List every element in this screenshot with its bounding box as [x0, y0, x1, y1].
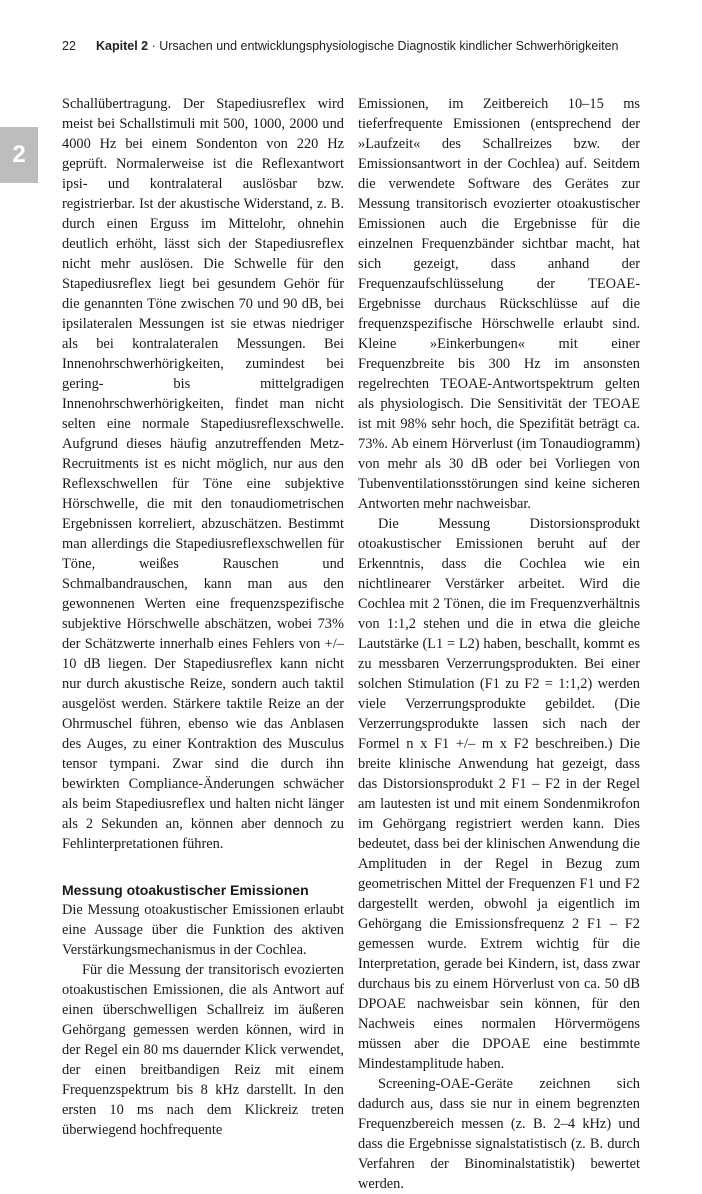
paragraph: Schallübertragung. Der Stapediusreflex wird meist bei Schallstimuli mit 500, 1000, 2000 und 4000 Hz bei einem Sondenton von 220 Hz geprüft. Normalerweise ist die Reflexantwort ipsi- und kontralateral auslösbar bzw. registrierbar. Ist der akustische Widerstand, z. B. durch einen Erguss im Mittelohr, ohnehin deutlich erhöht, lässt sich der Stapediusreflex nicht mehr auslösen. Die Schwelle für den Stapediusreflex liegt bei gesundem Gehör für die genannten Töne zwischen 70 und 90 dB, bei ipsilateralen Messungen ist sie etwas niedriger als bei kontralateralen Messungen. Bei Innenohrschwerhörigkeiten, zumindest bei gering- bis mittelgradigen Innenohrschwerhörigkeiten, findet man nicht selten eine normale Stapediusreflexschwelle. Aufgrund dieses häufig anzutreffenden Metz-Recruitments ist es nicht möglich, nur aus den Reflexschwellen für Töne eine subjektive Hörschwelle, die mit den tonaudiometrischen Ergebnissen korreliert, abzuschätzen. Bestimmt man allerdings die Stapediusreflexschwellen für Töne, weißes Rauschen und Schmalbandrauschen, kann man aus den gewonnenen Werten eine frequenzspezifische subjektive Hörschwelle abschätzen, wobei 73% der Schätzwerte innerhalb eines Fehlers von +/– 10 dB liegen. Der Stapediusreflex kann nicht nur durch akustische Reize, sondern auch taktil ausgelöst werden. Stärkere taktile Reize an der Ohrmuschel führen, ebenso wie das Anblasen des Auges, zu einer Kontraktion des Musculus tensor tympani. Zwar sind die durch ihn bewirkten Compliance-Änderungen schwächer als beim Stapediusreflex und halten nicht länger als 2 Sekunden an, können aber dennoch zu Fehlinterpretationen führen. — [62, 96, 344, 852]
section-heading: Messung otoakustischer Emissionen — [62, 882, 309, 898]
right-column — [358, 94, 640, 1194]
chapter-tab: 2 — [0, 127, 38, 183]
paragraph: Die Messung Distorsionsprodukt otoakustischer Emissionen beruht auf der Erkenntnis, dass die Cochlea wie ein nichtlinearer Verstärker arbeitet. Wird die Cochlea mit 2 Tönen, die im Frequenzverhältnis von 1:1,2 stehen und die in etwa die gleiche Lautstärke (L1 = L2) haben, beschallt, kommt es zu messbaren Verzerrungsprodukten. Bei einer solchen Stimulation (F1 zu F2 = 1:1,2) werden viele Verzerrungsprodukte gebildet. (Die Verzerrungsprodukte lassen sich nach der Formel n x F1 +/– m x F2 beschreiben.) Die breite klinische Anwendung hat gezeigt, dass das Distorsionsprodukt 2 F1 – F2 in der Regel am lautesten ist und mit einem Sondenmikrofon im Gehörgang registriert werden kann. Dies bedeutet, dass bei der klinischen Anwendung die Amplituden in der Regel in Bezug zum geometrischen Mittel der Frequenzen F1 und F2 dargestellt werden, obwohl ja eigentlich im Gehörgang die Emissionsfrequenz 2 F1 – F2 gemessen wurde. Extrem wichtig für die Interpretation, gerade bei Kindern, ist, dass zwar durchaus bis zu einem Hörverlust von ca. 50 dB DPOAE nachweisbar sein können, für den Nachweis eines normalen Hörvermögens müssen aber die DPOAE eine bestimmte Mindestamplitude haben. — [358, 516, 640, 1072]
paragraph: Screening-OAE-Geräte zeichnen sich dadurch aus, dass sie nur in einem begrenzten Frequenzbereich messen (z. B. 2–4 kHz) und dass die Ergebnisse signalstatistisch (z. B. durch Verfahren der Binominalstatistik) bewertet werden. — [358, 1076, 640, 1192]
chapter-title: Ursachen und entwicklungsphysiologische Diagnostik kindlicher Schwerhörigkeiten — [159, 39, 619, 53]
paragraph: Die Messung otoakustischer Emissionen erlaubt eine Aussage über die Funktion des aktiven Verstärkungsmechanismus in der Cochlea. — [62, 902, 344, 958]
left-column — [62, 94, 344, 1140]
header-separator: · — [148, 39, 160, 53]
page-number: 22 — [62, 39, 76, 53]
chapter-label: Kapitel 2 — [96, 39, 149, 53]
paragraph: Emissionen, im Zeitbereich 10–15 ms tieferfrequente Emissionen (entsprechend der »Laufzeit« des Schallreizes bzw. der Emissionsantwort in der Cochlea) auf. Seitdem die verwendete Software des Gerätes zur Messung transitorisch evozierter otoakustischer Emissionen auch die Ergebnisse für die einzelnen Frequenzbänder sichtbar macht, hat sich gezeigt, dass anhand der Frequenzaufschlüsselung der TEOAE-Ergebnisse durchaus Rückschlüsse auf die frequenzspezifische Hörschwelle erlaubt sind. Kleine »Einkerbungen« mit einer Frequenzbreite bis 300 Hz im ansonsten regelrechten TEOAE-Antwortspektrum gelten als physiologisch. Die Sensitivität der TEOAE ist mit 98% sehr hoch, die Spezifität beträgt ca. 73%. Ab einem Hörverlust (im Tonaudiogramm) von mehr als 30 dB oder bei Vorliegen von Tubenventilationsstörungen sind keine sicheren Antworten mehr nachweisbar. — [358, 96, 640, 512]
paragraph: Für die Messung der transitorisch evozierten otoakustischen Emissionen, die als Antwort auf einen überschwelligen Schallreiz im äußeren Gehörgang gemessen werden können, wird in der Regel ein 80 ms dauernder Klick verwendet, der einen breitbandigen Reiz mit einem Frequenzspektrum bis 8 kHz darstellt. In den ersten 10 ms nach dem Klickreiz treten überwiegend hochfrequente — [62, 962, 344, 1138]
running-header — [62, 39, 642, 53]
